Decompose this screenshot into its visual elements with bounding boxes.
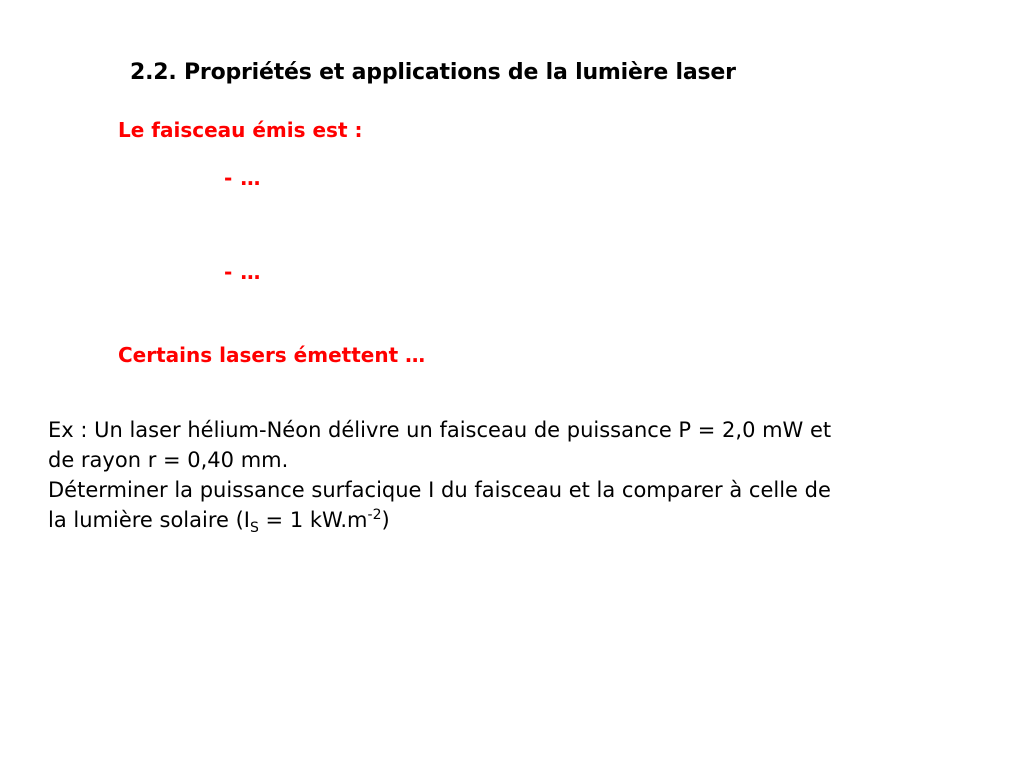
bullet-item-1	[224, 166, 260, 190]
bullet-text: …	[240, 166, 261, 190]
bullet-dash: -	[224, 260, 233, 284]
example-line-4-suffix: )	[381, 508, 390, 532]
unit-exponent: -2	[367, 507, 382, 523]
slide-title: 2.2. Propriétés et applications de la lumière laser	[130, 60, 736, 85]
bullet-item-2	[224, 260, 260, 284]
beam-heading: Le faisceau émis est :	[118, 118, 363, 142]
bullet-text: …	[240, 260, 261, 284]
bullet-dash: -	[224, 166, 233, 190]
example-line-4-prefix: la lumière solaire (I	[48, 508, 250, 532]
example-line-4	[48, 505, 948, 535]
lasers-heading: Certains lasers émettent …	[118, 343, 426, 367]
example-line-1: Ex : Un laser hélium-Néon délivre un faisceau de puissance P = 2,0 mW et	[48, 418, 832, 442]
example-paragraph	[48, 415, 948, 535]
example-line-4-mid: = 1 kW.m	[258, 508, 368, 532]
example-line-2: de rayon r = 0,40 mm.	[48, 448, 289, 472]
example-line-3: Déterminer la puissance surfacique I du faisceau et la comparer à celle de	[48, 478, 831, 502]
solar-subscript: S	[249, 520, 259, 537]
